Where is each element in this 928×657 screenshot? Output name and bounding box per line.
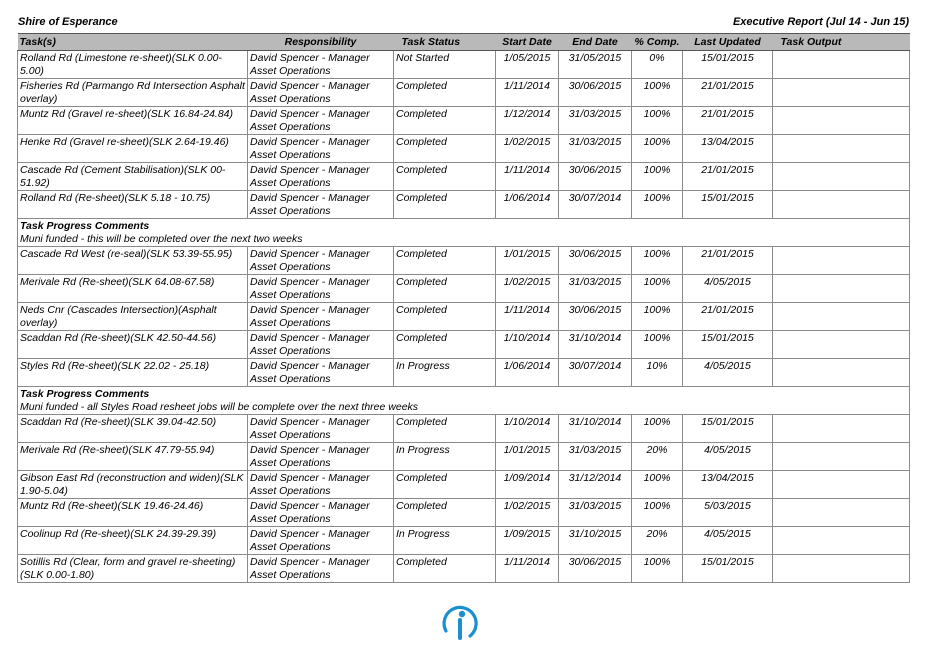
last-updated-cell: 21/01/2015 — [683, 107, 773, 135]
task-cell: Coolinup Rd (Re-sheet)(SLK 24.39-29.39) — [18, 527, 248, 555]
status-cell: In Progress — [394, 527, 496, 555]
table-row — [18, 415, 910, 443]
last-updated-cell: 4/05/2015 — [683, 275, 773, 303]
responsibility-cell: David Spencer - Manager Asset Operations — [248, 359, 394, 387]
start-date-cell: 1/05/2015 — [496, 51, 559, 79]
task-cell: Cascade Rd (Cement Stabilisation)(SLK 00-51.92) — [18, 163, 248, 191]
table-row — [18, 51, 910, 79]
responsibility-cell: David Spencer - Manager Asset Operations — [248, 303, 394, 331]
last-updated-cell: 15/01/2015 — [683, 191, 773, 219]
pct-complete-cell: 100% — [632, 555, 683, 583]
responsibility-cell: David Spencer - Manager Asset Operations — [248, 415, 394, 443]
last-updated-cell: 4/05/2015 — [683, 443, 773, 471]
start-date-cell: 1/02/2015 — [496, 275, 559, 303]
status-cell: Completed — [394, 303, 496, 331]
end-date-cell: 31/05/2015 — [559, 51, 632, 79]
responsibility-cell: David Spencer - Manager Asset Operations — [248, 51, 394, 79]
start-date-cell: 1/06/2014 — [496, 191, 559, 219]
start-date-cell: 1/12/2014 — [496, 107, 559, 135]
progress-comment-row — [18, 387, 910, 415]
pct-complete-cell: 0% — [632, 51, 683, 79]
status-cell: Completed — [394, 191, 496, 219]
status-cell: Completed — [394, 79, 496, 107]
table-row — [18, 499, 910, 527]
task-cell: Sotillis Rd (Clear, form and gravel re-sheeting)(SLK 0.00-1.80) — [18, 555, 248, 583]
start-date-cell: 1/02/2015 — [496, 499, 559, 527]
pct-complete-cell: 100% — [632, 79, 683, 107]
table-row — [18, 443, 910, 471]
table-row — [18, 331, 910, 359]
last-updated-cell: 5/03/2015 — [683, 499, 773, 527]
end-date-cell: 31/03/2015 — [559, 499, 632, 527]
pct-complete-cell: 100% — [632, 303, 683, 331]
task-output-cell — [773, 51, 910, 79]
pct-complete-cell: 10% — [632, 359, 683, 387]
status-cell: Completed — [394, 415, 496, 443]
status-cell: In Progress — [394, 443, 496, 471]
end-date-cell: 30/06/2015 — [559, 303, 632, 331]
status-cell: Completed — [394, 275, 496, 303]
col-header-pct-comp: % Comp. — [632, 34, 683, 51]
task-cell: Rolland Rd (Limestone re-sheet)(SLK 0.00-5.00) — [18, 51, 248, 79]
start-date-cell: 1/11/2014 — [496, 163, 559, 191]
status-cell: Completed — [394, 471, 496, 499]
pct-complete-cell: 20% — [632, 443, 683, 471]
progress-comment-cell — [18, 219, 910, 247]
pct-complete-cell: 100% — [632, 191, 683, 219]
last-updated-cell: 15/01/2015 — [683, 51, 773, 79]
table-row — [18, 527, 910, 555]
col-header-status: Task Status — [394, 34, 496, 51]
table-row — [18, 555, 910, 583]
responsibility-cell: David Spencer - Manager Asset Operations — [248, 527, 394, 555]
task-cell: Muntz Rd (Re-sheet)(SLK 19.46-24.46) — [18, 499, 248, 527]
pct-complete-cell: 100% — [632, 107, 683, 135]
task-output-cell — [773, 527, 910, 555]
start-date-cell: 1/11/2014 — [496, 303, 559, 331]
col-header-start-date: Start Date — [496, 34, 559, 51]
last-updated-cell: 4/05/2015 — [683, 359, 773, 387]
end-date-cell: 30/06/2015 — [559, 555, 632, 583]
start-date-cell: 1/10/2014 — [496, 331, 559, 359]
table-row — [18, 163, 910, 191]
status-cell: Completed — [394, 135, 496, 163]
progress-comment-row — [18, 219, 910, 247]
col-header-end-date: End Date — [559, 34, 632, 51]
comment-text: Muni funded - all Styles Road resheet jobs will be complete over the next three weeks — [20, 401, 419, 413]
report-title: Executive Report (Jul 14 - Jun 15) — [732, 16, 909, 28]
start-date-cell: 1/01/2015 — [496, 247, 559, 275]
last-updated-cell: 15/01/2015 — [683, 331, 773, 359]
task-output-cell — [773, 191, 910, 219]
end-date-cell: 31/10/2014 — [559, 331, 632, 359]
start-date-cell: 1/10/2014 — [496, 415, 559, 443]
table-row — [18, 191, 910, 219]
task-output-cell — [773, 135, 910, 163]
status-cell: Completed — [394, 247, 496, 275]
task-output-cell — [773, 79, 910, 107]
responsibility-cell: David Spencer - Manager Asset Operations — [248, 275, 394, 303]
pct-complete-cell: 100% — [632, 499, 683, 527]
comment-text: Muni funded - this will be completed over the next two weeks — [20, 233, 303, 245]
start-date-cell: 1/02/2015 — [496, 135, 559, 163]
end-date-cell: 31/03/2015 — [559, 275, 632, 303]
table-header-row — [18, 34, 910, 51]
table-row — [18, 135, 910, 163]
start-date-cell: 1/11/2014 — [496, 555, 559, 583]
status-cell: Completed — [394, 331, 496, 359]
progress-comment-cell — [18, 387, 910, 415]
end-date-cell: 31/12/2014 — [559, 471, 632, 499]
last-updated-cell: 13/04/2015 — [683, 471, 773, 499]
task-output-cell — [773, 415, 910, 443]
last-updated-cell: 15/01/2015 — [683, 415, 773, 443]
status-cell: In Progress — [394, 359, 496, 387]
comment-title: Task Progress Comments — [20, 388, 150, 400]
task-cell: Merivale Rd (Re-sheet)(SLK 64.08-67.58) — [18, 275, 248, 303]
last-updated-cell: 21/01/2015 — [683, 163, 773, 191]
table-row — [18, 303, 910, 331]
end-date-cell: 30/07/2014 — [559, 359, 632, 387]
status-cell: Completed — [394, 107, 496, 135]
pct-complete-cell: 100% — [632, 163, 683, 191]
table-row — [18, 275, 910, 303]
end-date-cell: 31/10/2014 — [559, 415, 632, 443]
status-cell: Completed — [394, 163, 496, 191]
end-date-cell: 31/03/2015 — [559, 107, 632, 135]
task-output-cell — [773, 443, 910, 471]
pct-complete-cell: 100% — [632, 471, 683, 499]
task-output-cell — [773, 275, 910, 303]
table-row — [18, 359, 910, 387]
comment-title: Task Progress Comments — [20, 220, 150, 232]
table-row — [18, 471, 910, 499]
col-header-tasks: Task(s) — [18, 34, 248, 51]
pct-complete-cell: 100% — [632, 331, 683, 359]
task-cell: Muntz Rd (Gravel re-sheet)(SLK 16.84-24.84) — [18, 107, 248, 135]
task-cell: Cascade Rd West (re-seal)(SLK 53.39-55.95) — [18, 247, 248, 275]
responsibility-cell: David Spencer - Manager Asset Operations — [248, 163, 394, 191]
task-cell: Neds Cnr (Cascades Intersection)(Asphalt overlay) — [18, 303, 248, 331]
task-output-cell — [773, 555, 910, 583]
task-cell: Styles Rd (Re-sheet)(SLK 22.02 - 25.18) — [18, 359, 248, 387]
task-cell: Merivale Rd (Re-sheet)(SLK 47.79-55.94) — [18, 443, 248, 471]
task-output-cell — [773, 331, 910, 359]
task-output-cell — [773, 303, 910, 331]
last-updated-cell: 4/05/2015 — [683, 527, 773, 555]
end-date-cell: 30/06/2015 — [559, 247, 632, 275]
col-header-responsibility: Responsibility — [248, 34, 394, 51]
tasks-table — [17, 33, 910, 583]
status-cell: Completed — [394, 499, 496, 527]
start-date-cell: 1/06/2014 — [496, 359, 559, 387]
start-date-cell: 1/01/2015 — [496, 443, 559, 471]
task-cell: Henke Rd (Gravel re-sheet)(SLK 2.64-19.46) — [18, 135, 248, 163]
pct-complete-cell: 20% — [632, 527, 683, 555]
task-cell: Fisheries Rd (Parmango Rd Intersection Asphalt overlay) — [18, 79, 248, 107]
pct-complete-cell: 100% — [632, 247, 683, 275]
responsibility-cell: David Spencer - Manager Asset Operations — [248, 107, 394, 135]
responsibility-cell: David Spencer - Manager Asset Operations — [248, 331, 394, 359]
task-output-cell — [773, 471, 910, 499]
start-date-cell: 1/09/2014 — [496, 471, 559, 499]
task-output-cell — [773, 107, 910, 135]
table-row — [18, 107, 910, 135]
last-updated-cell: 21/01/2015 — [683, 247, 773, 275]
table-row — [18, 247, 910, 275]
end-date-cell: 31/03/2015 — [559, 443, 632, 471]
pct-complete-cell: 100% — [632, 415, 683, 443]
last-updated-cell: 15/01/2015 — [683, 555, 773, 583]
end-date-cell: 31/03/2015 — [559, 135, 632, 163]
responsibility-cell: David Spencer - Manager Asset Operations — [248, 247, 394, 275]
pct-complete-cell: 100% — [632, 135, 683, 163]
task-output-cell — [773, 163, 910, 191]
info-logo-icon — [440, 605, 480, 641]
start-date-cell: 1/11/2014 — [496, 79, 559, 107]
table-row — [18, 79, 910, 107]
status-cell: Completed — [394, 555, 496, 583]
end-date-cell: 30/06/2015 — [559, 79, 632, 107]
last-updated-cell: 13/04/2015 — [683, 135, 773, 163]
end-date-cell: 30/06/2015 — [559, 163, 632, 191]
status-cell: Not Started — [394, 51, 496, 79]
responsibility-cell: David Spencer - Manager Asset Operations — [248, 135, 394, 163]
responsibility-cell: David Spencer - Manager Asset Operations — [248, 555, 394, 583]
task-output-cell — [773, 359, 910, 387]
last-updated-cell: 21/01/2015 — [683, 303, 773, 331]
start-date-cell: 1/09/2015 — [496, 527, 559, 555]
col-header-task-output: Task Output — [773, 34, 910, 51]
end-date-cell: 31/10/2015 — [559, 527, 632, 555]
col-header-last-updated: Last Updated — [683, 34, 773, 51]
last-updated-cell: 21/01/2015 — [683, 79, 773, 107]
org-name: Shire of Esperance — [18, 16, 118, 28]
task-cell: Scaddan Rd (Re-sheet)(SLK 42.50-44.56) — [18, 331, 248, 359]
pct-complete-cell: 100% — [632, 275, 683, 303]
task-cell: Gibson East Rd (reconstruction and widen)(SLK 1.90-5.04) — [18, 471, 248, 499]
responsibility-cell: David Spencer - Manager Asset Operations — [248, 191, 394, 219]
responsibility-cell: David Spencer - Manager Asset Operations — [248, 471, 394, 499]
task-cell: Rolland Rd (Re-sheet)(SLK 5.18 - 10.75) — [18, 191, 248, 219]
responsibility-cell: David Spencer - Manager Asset Operations — [248, 499, 394, 527]
end-date-cell: 30/07/2014 — [559, 191, 632, 219]
task-output-cell — [773, 499, 910, 527]
task-output-cell — [773, 247, 910, 275]
task-cell: Scaddan Rd (Re-sheet)(SLK 39.04-42.50) — [18, 415, 248, 443]
responsibility-cell: David Spencer - Manager Asset Operations — [248, 79, 394, 107]
responsibility-cell: David Spencer - Manager Asset Operations — [248, 443, 394, 471]
